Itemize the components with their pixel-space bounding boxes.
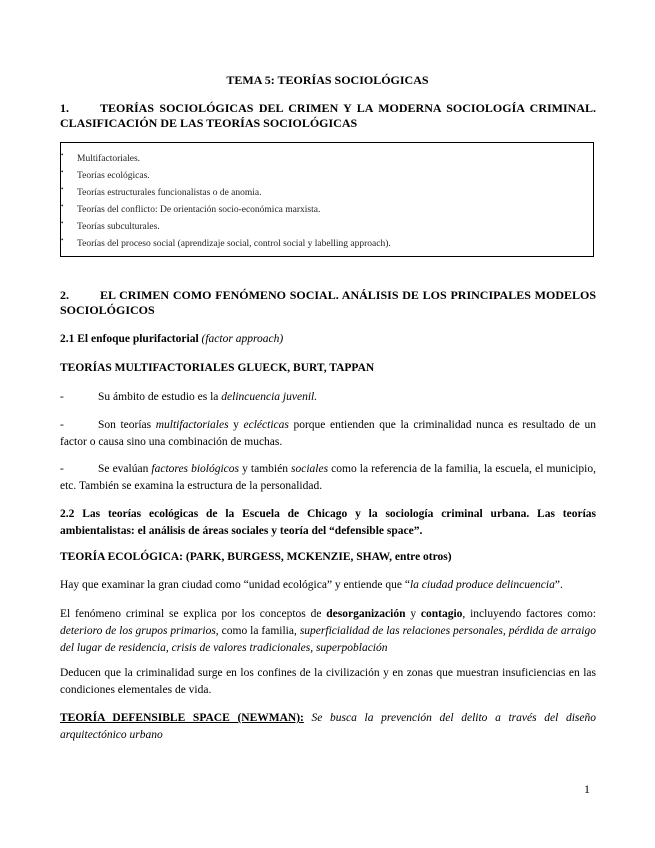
ecologica-heading: TEORÍA ECOLÓGICA: (PARK, BURGESS, MCKENZIE, SHAW, entre otros) — [60, 551, 452, 563]
section-1-text: TEORÍAS SOCIOLÓGICAS DEL CRIMEN Y LA MODERNA SOCIOLOGÍA CRIMINAL. CLASIFICACIÓN DE LAS TEORÍAS SOCIOLÓGICAS — [60, 101, 596, 130]
list-item: • Teorías del conflicto: De orientación socio-económica marxista. — [61, 202, 593, 219]
section-1-heading — [60, 101, 596, 131]
para-2-term-1: desorganización — [326, 608, 406, 620]
para-2-term-2: contagio — [420, 608, 463, 620]
classification-list — [61, 143, 593, 253]
section-2-number: 2. — [60, 288, 69, 302]
dash-3-rest: como la referencia de la familia, la escuela, el municipio, etc. También se examina la estructura de la personalidad. — [60, 463, 596, 492]
dash-1-emphasis: delincuencia juvenil. — [221, 391, 318, 403]
para-1-quote: la ciudad produce delincuencia — [409, 579, 555, 591]
dash-2-emphasis-1: multifactoriales — [155, 419, 229, 431]
list-item: • Teorías ecológicas. — [61, 168, 593, 185]
dash-2-text: Son teorías — [98, 419, 156, 431]
para-2-text: El fenómeno criminal se explica por los conceptos de — [60, 608, 327, 620]
dash-3-text: Se evalúan — [98, 463, 152, 475]
paragraph-1 — [60, 577, 596, 594]
dash-3-mid: y también — [239, 463, 292, 475]
section-2-heading — [60, 288, 596, 318]
para-2-rest: , incluyendo factores como: — [462, 608, 596, 620]
page-number: 1 — [584, 782, 590, 796]
subsection-2-1-heading — [60, 331, 596, 348]
paragraph-3: Deducen que la criminalidad surge en los confines de la civilización y en zonas que muestran insuficiencias en las condiciones elementales de vida. — [60, 667, 596, 696]
subsection-2-2-heading: 2.2 Las teorías ecológicas de la Escuela de Chicago y la sociología criminal urbana. Las teorías ambientalistas: el análisis de áreas sociales y teoría del “defensible space”. — [60, 508, 596, 537]
defensible-space-text: Se busca la prevención del delito a través del diseño arquitectónico urbano — [60, 712, 596, 741]
para-2-factor-1: deterioro de los grupos primarios, — [60, 625, 219, 637]
multifactorial-heading: TEORÍAS MULTIFACTORIALES GLUECK, BURT, TAPPAN — [60, 362, 375, 374]
list-item: • Teorías del proceso social (aprendizaje social, control social y labelling approach). — [61, 236, 593, 253]
list-item: • Teorías subculturales. — [61, 219, 593, 236]
dash-2-mid: y — [228, 419, 244, 431]
dash-2-rest: porque entienden que la criminalidad nunca es resultado de un factor o causa sino una combinación de muchas. — [60, 419, 596, 448]
para-2-mid: y — [405, 608, 421, 620]
classification-box — [60, 142, 594, 257]
defensible-space-heading: TEORÍA DEFENSIBLE SPACE (NEWMAN): — [60, 712, 304, 724]
para-2-factors: superficialidad de las relaciones personales, pérdida de arraigo del lugar de residencia, crisis de valores tradicionales, superpoblación — [60, 625, 596, 654]
subsection-2-1-note: (factor approach) — [201, 333, 284, 345]
dash-item-2 — [60, 417, 596, 451]
list-item: • Teorías estructurales funcionalistas o de anomia. — [61, 185, 593, 202]
dash-3-emphasis-2: sociales — [291, 463, 329, 475]
section-2-text: EL CRIMEN COMO FENÓMENO SOCIAL. ANÁLISIS DE LOS PRINCIPALES MODELOS SOCIOLÓGICOS — [60, 288, 596, 317]
list-item: • Multifactoriales. — [61, 151, 593, 168]
defensible-space-paragraph — [60, 710, 596, 744]
dash-marker: - — [60, 391, 64, 403]
dash-2-emphasis-2: eclécticas — [243, 419, 289, 431]
subsection-2-1-title: 2.1 El enfoque plurifactorial — [60, 333, 199, 345]
dash-3-emphasis-1: factores biológicos — [151, 463, 240, 475]
paragraph-2 — [60, 606, 596, 657]
dash-marker: - — [60, 463, 64, 475]
dash-1-text: Su ámbito de estudio es la — [98, 391, 222, 403]
section-1-number: 1. — [60, 101, 69, 115]
dash-marker: - — [60, 419, 64, 431]
dash-item-3 — [60, 461, 596, 495]
dash-item-1 — [60, 389, 596, 406]
page-title: TEMA 5: TEORÍAS SOCIOLÓGICAS — [226, 73, 429, 87]
para-2-mid-2: como la familia, — [218, 625, 300, 637]
para-1-end: ”. — [554, 579, 563, 591]
para-1-text: Hay que examinar la gran ciudad como “unidad ecológica” y entiende que “ — [60, 579, 410, 591]
